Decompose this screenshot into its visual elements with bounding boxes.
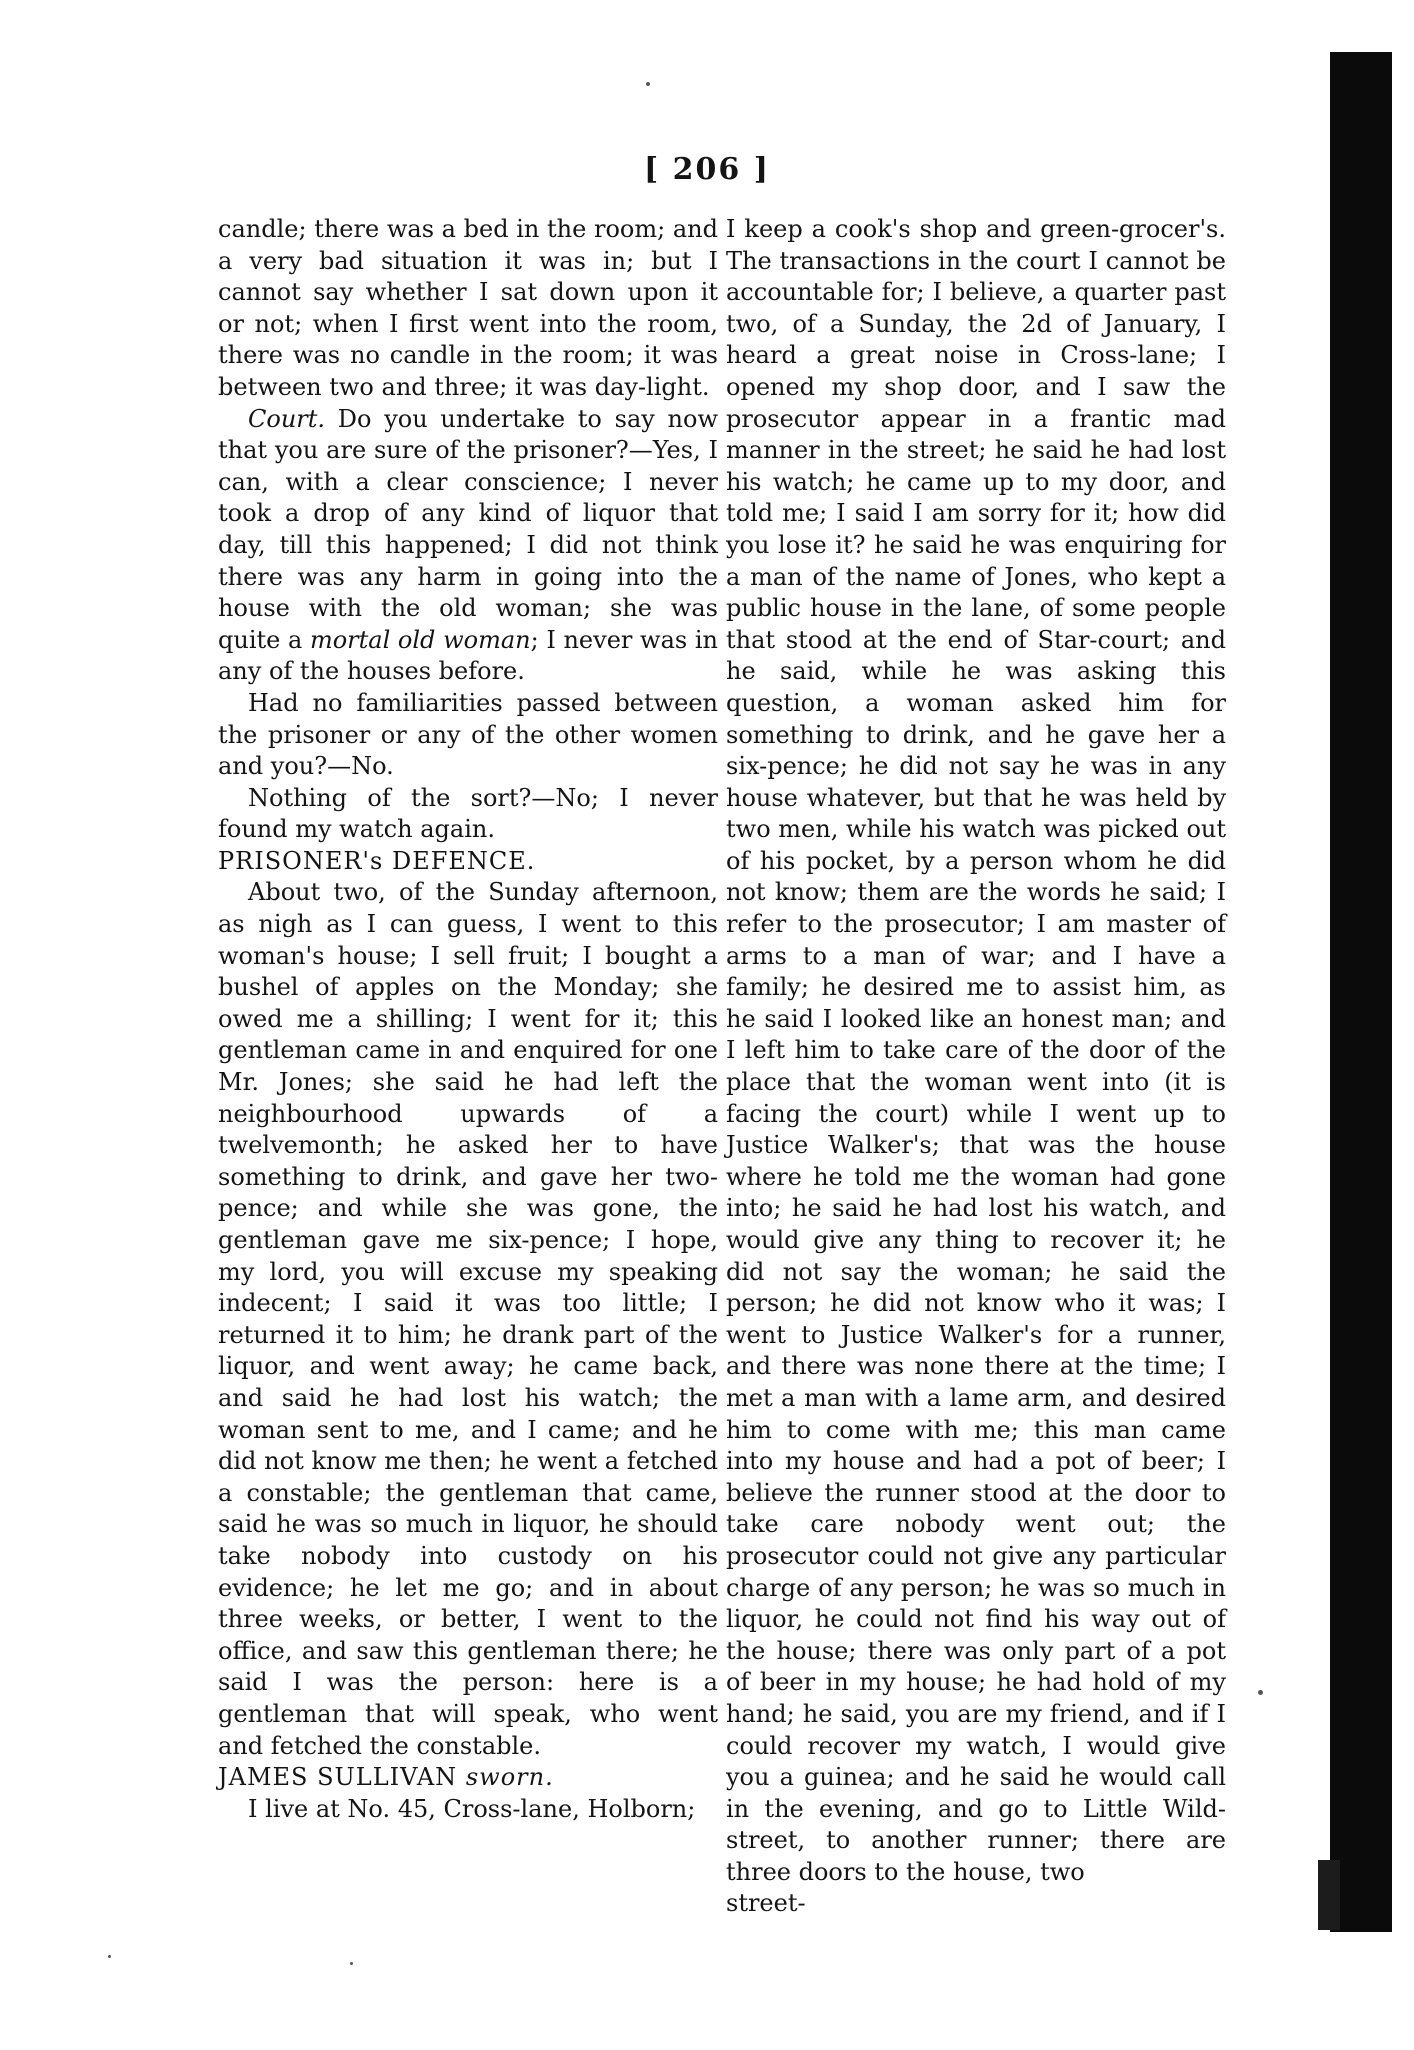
- court-label: Court.: [248, 404, 326, 433]
- court-testimony: Do you undertake to say now that you are sure of the prisoner?—Yes, I can, with a clear conscience; I never took a drop of any kind of liquor that day, till this happened; I did not think there was any harm in going into the house with the old woman; she was quite a: [218, 404, 718, 654]
- catchword: street-: [726, 1889, 806, 1918]
- scan-edge-shadow: [1330, 52, 1392, 1932]
- witness-text: I live at No. 45, Cross-lane, Holborn;: [248, 1794, 696, 1823]
- right-column: [726, 214, 1226, 1920]
- defence-heading: PRISONER's DEFENCE.: [218, 846, 536, 875]
- left-paragraph-1: candle; there was a bed in the room; and a very bad situation it was in; but I cannot say whether I sat down upon it or not; when I first went into the room, there was no candle in the room; it was between two and three; it was day-light.: [218, 215, 718, 401]
- mortal-old-woman: mortal old woman: [309, 625, 531, 654]
- scan-speck: [108, 1955, 111, 1958]
- scan-speck: [350, 1962, 353, 1965]
- page-number: [ 206 ]: [644, 152, 770, 187]
- scan-speck: [646, 82, 650, 86]
- defence-text: About two, of the Sunday afternoon, as nigh as I can guess, I went to this woman's house; I sell fruit; I bought a bushel of apples on the Monday; she owed me a shilling; I went for it; this gentleman came in and enquired for one Mr. Jones; she said he had left the neighbourhood upwards of a twelvemonth; he asked her to have something to drink, and gave her two-pence; and while she was gone, the gentleman gave me six-pence; I hope, my lord, you will excuse my speaking indecent; I said it was too little; I returned it to him; he drank part of the liquor, and went away; he came back, and said he had lost his watch; the woman sent to me, and I came; and he did not know me then; he went a fetched a constable; the gentleman that came, said he was so much in liquor, he should take nobody into custody on his evidence; he let me go; and in about three weeks, or better, I went to the office, and saw this gentleman there; he said I was the person: here is a gentleman that will speak, who went and fetched the constable.: [218, 878, 718, 1760]
- court-testimony-tail: ; I never was in any of the houses before.: [218, 625, 718, 686]
- left-column: [218, 214, 718, 1825]
- left-paragraph-2: [218, 404, 718, 688]
- right-paragraph: I keep a cook's shop and green-grocer's. The transactions in the court I cannot be accountable for; I believe, a quarter past two, of a Sunday, the 2d of January, I heard a great noise in Cross-lane; I opened my shop door, and I saw the prosecutor appear in a frantic mad manner in the street; he said he had lost his watch; he came up to my door, and told me; I said I am sorry for it; how did you lose it? he said he was enquiring for a man of the name of Jones, who kept a public house in the lane, of some people that stood at the end of Star-court; and he said, while he was asking this question, a woman asked him for something to drink, and he gave her a six-pence; he did not say he was in any house whatever, but that he was held by two men, while his watch was picked out of his pocket, by a person whom he did not know; them are the words he said; I refer to the prosecutor; I am master of arms to a man of war; and I have a family; he desired me to assist him, as he said I looked like an honest man; and I left him to take care of the door of the place that the woman went into (it is facing the court) while I went up to Justice Walker's; that was the house where he told me the woman had gone into; he said he had lost his watch, and would give any thing to recover it; he did not say the woman; he said the person; he did not know who it was; I went to Justice Walker's for a runner, and there was none there at the time; I met a man with a lame arm, and desired him to come with me; this man came into my house and had a pot of beer; I believe the runner stood at the door to take care nobody went out; the prosecutor could not give any particular charge of any person; he was so much in liquor, he could not find his way out of the house; there was only part of a pot of beer in my house; he had hold of my hand; he said, you are my friend, and if I could recover my watch, I would give you a guinea; and he said he would call in the evening, and go to Little Wild-street, to another runner; there are three doors to the house, two: [726, 215, 1226, 1886]
- scan-edge-shadow-foot: [1318, 1860, 1340, 1930]
- left-paragraph-3: Had no familiarities passed between the prisoner or any of the other women and you?—No.: [218, 688, 718, 781]
- scan-speck: [1258, 1690, 1263, 1695]
- witness-heading: [218, 1762, 718, 1794]
- witness-sworn: sworn.: [465, 1763, 554, 1792]
- witness-name: JAMES SULLIVAN: [218, 1763, 458, 1792]
- left-paragraph-4: Nothing of the sort?—No; I never found my watch again.: [218, 783, 718, 844]
